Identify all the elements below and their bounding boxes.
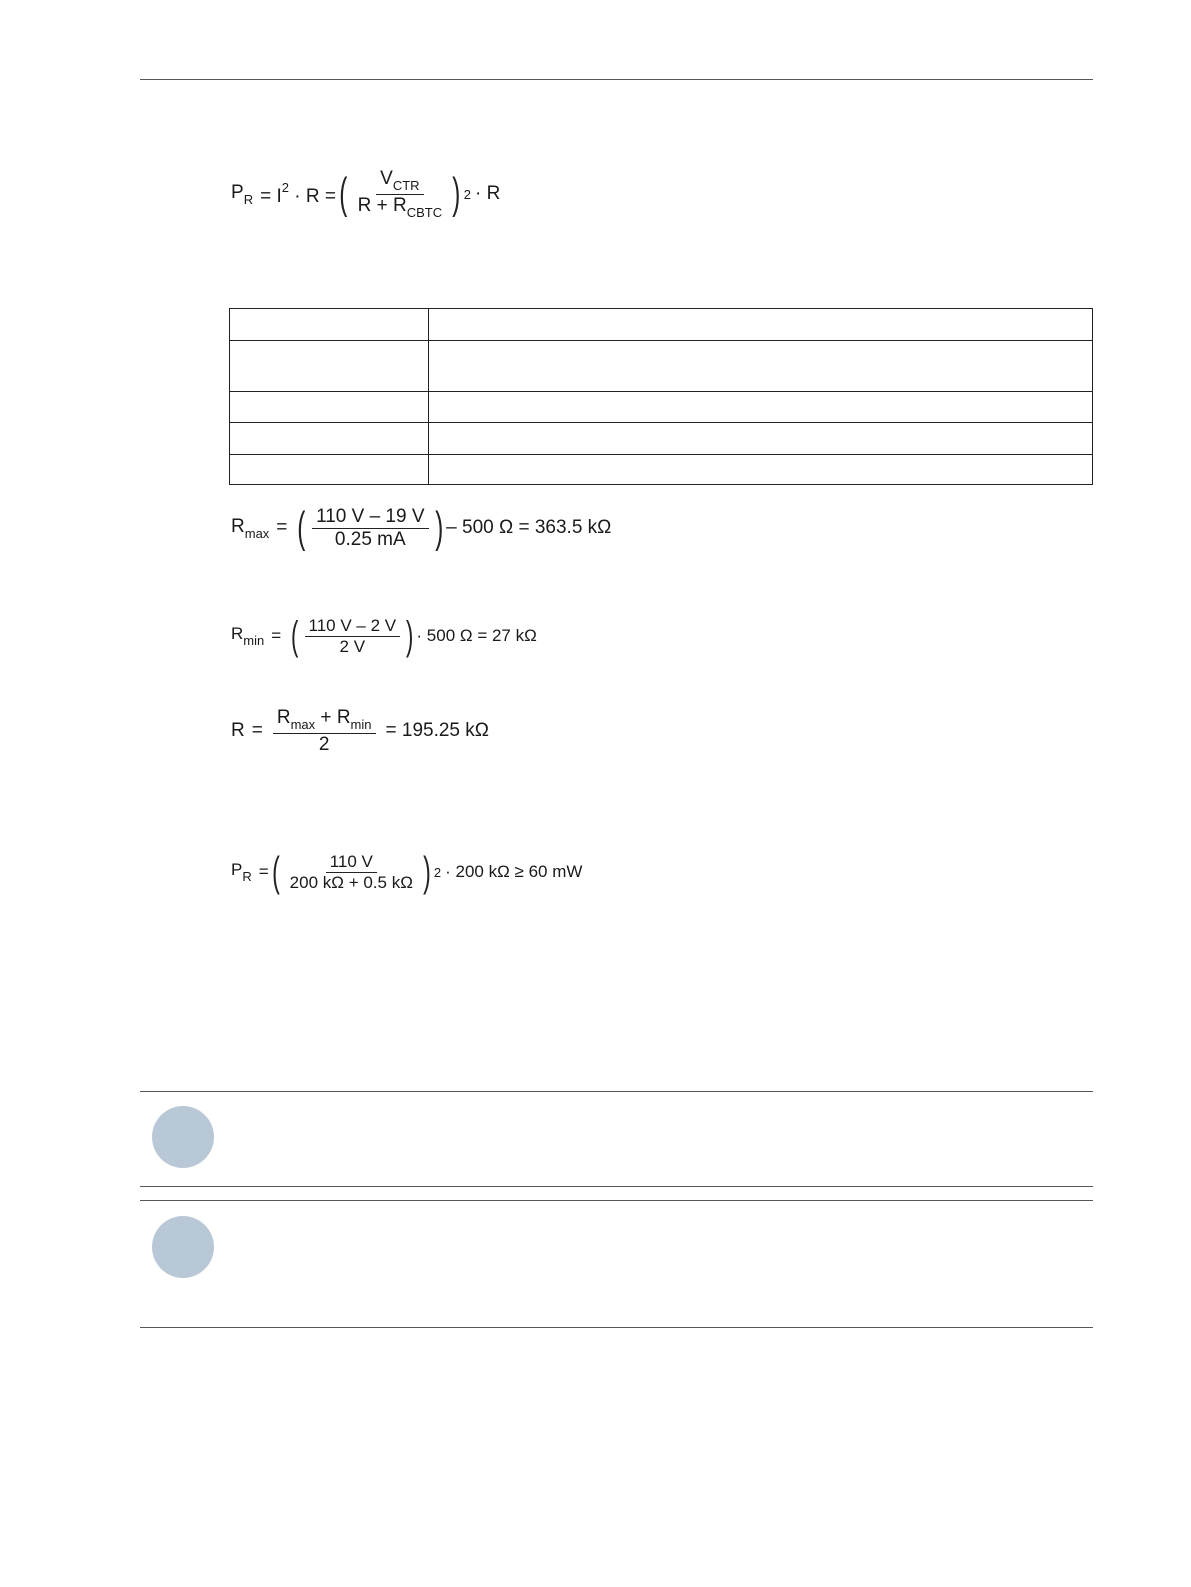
note-rule-bottom	[140, 1327, 1093, 1328]
info-icon	[152, 1106, 214, 1168]
table-cell	[429, 455, 1093, 485]
eq-tail: = 195.25 kΩ	[385, 720, 489, 741]
eq-lhs: $P_R$	[231, 860, 252, 884]
equation-pr-calc: $P_R$ = ( $\frac{110 V}{200 k\Omega + 0.5 k\Omega}$ ) 2 · 200 kΩ ≥ 60 mW	[231, 848, 583, 895]
table-row	[230, 341, 1093, 392]
eq-paren-group: ( $\frac{110 V - 2 V}{2 V}$ )	[291, 614, 414, 658]
eq-lhs: R	[231, 720, 245, 741]
table-row	[230, 423, 1093, 455]
eq-exponent: 2	[463, 186, 471, 202]
eq-mid: = $I^2 \cdot R$ =	[260, 180, 336, 207]
table-row	[230, 455, 1093, 485]
table-cell	[230, 309, 429, 341]
table-cell	[429, 392, 1093, 423]
eq-paren-group: ( $\frac{110 V}{200 k\Omega + 0.5 k\Omega}$ )	[271, 848, 431, 895]
table-row	[230, 392, 1093, 423]
eq-tail: · 500 Ω = 27 kΩ	[416, 626, 537, 645]
note-rule-top	[140, 1200, 1093, 1201]
eq-lhs: $P_R$	[231, 181, 254, 207]
eq-fraction: $\frac{110 V - 2 V}{2 V}$	[305, 616, 401, 656]
eq-tail: · R	[475, 183, 501, 204]
note-rule-top	[140, 1091, 1093, 1092]
eq-lhs: $R_{max}$	[231, 515, 270, 541]
table-cell	[230, 392, 429, 423]
table-cell	[429, 309, 1093, 341]
header-rule	[140, 79, 1093, 80]
eq-fraction: $\frac{R_{max} + R_{min}}{2}$	[273, 707, 376, 756]
eq-exponent: 2	[433, 864, 442, 880]
table-cell	[230, 341, 429, 392]
eq-fraction: $\frac{110 V}{200 k\Omega + 0.5 k\Omega}$	[289, 851, 413, 892]
info-icon	[152, 1216, 214, 1278]
eq-fraction: $\frac{110 V - 19 V}{0.25 mA}$	[312, 506, 428, 551]
table-cell	[429, 341, 1093, 392]
parameter-table	[229, 308, 1093, 485]
equation-power	[231, 164, 500, 224]
table-row	[230, 309, 1093, 341]
table-cell	[429, 423, 1093, 455]
eq-tail: · 200 kΩ ≥ 60 mW	[445, 862, 583, 881]
eq-paren-group: ( $\frac{V_{CTR}}{R + R_{CBTC}}$ )	[339, 167, 461, 220]
equation-rmax: $R_{max}$ = ( $\frac{110 V - 19 V}{0.25 mA}$ ) – 500 Ω = 363.5 kΩ	[231, 503, 612, 552]
table-cell	[230, 423, 429, 455]
eq-fraction: $\frac{V_{CTR}}{R + R_{CBTC}}$	[357, 167, 443, 220]
equation-ravg: R = $\frac{R_{max} + R_{min}}{2}$ = 195.25 kΩ	[231, 706, 489, 755]
note-rule-bottom	[140, 1186, 1093, 1187]
table-cell	[230, 455, 429, 485]
equation-rmin: $R_{min}$ = ( $\frac{110 V - 2 V}{2 V}$ ) · 500 Ω = 27 kΩ	[231, 614, 537, 658]
eq-paren-group: ( $\frac{110 V - 19 V}{0.25 mA}$ )	[297, 503, 443, 552]
eq-lhs: $R_{min}$	[231, 624, 265, 648]
eq-tail: – 500 Ω = 363.5 kΩ	[446, 517, 612, 538]
